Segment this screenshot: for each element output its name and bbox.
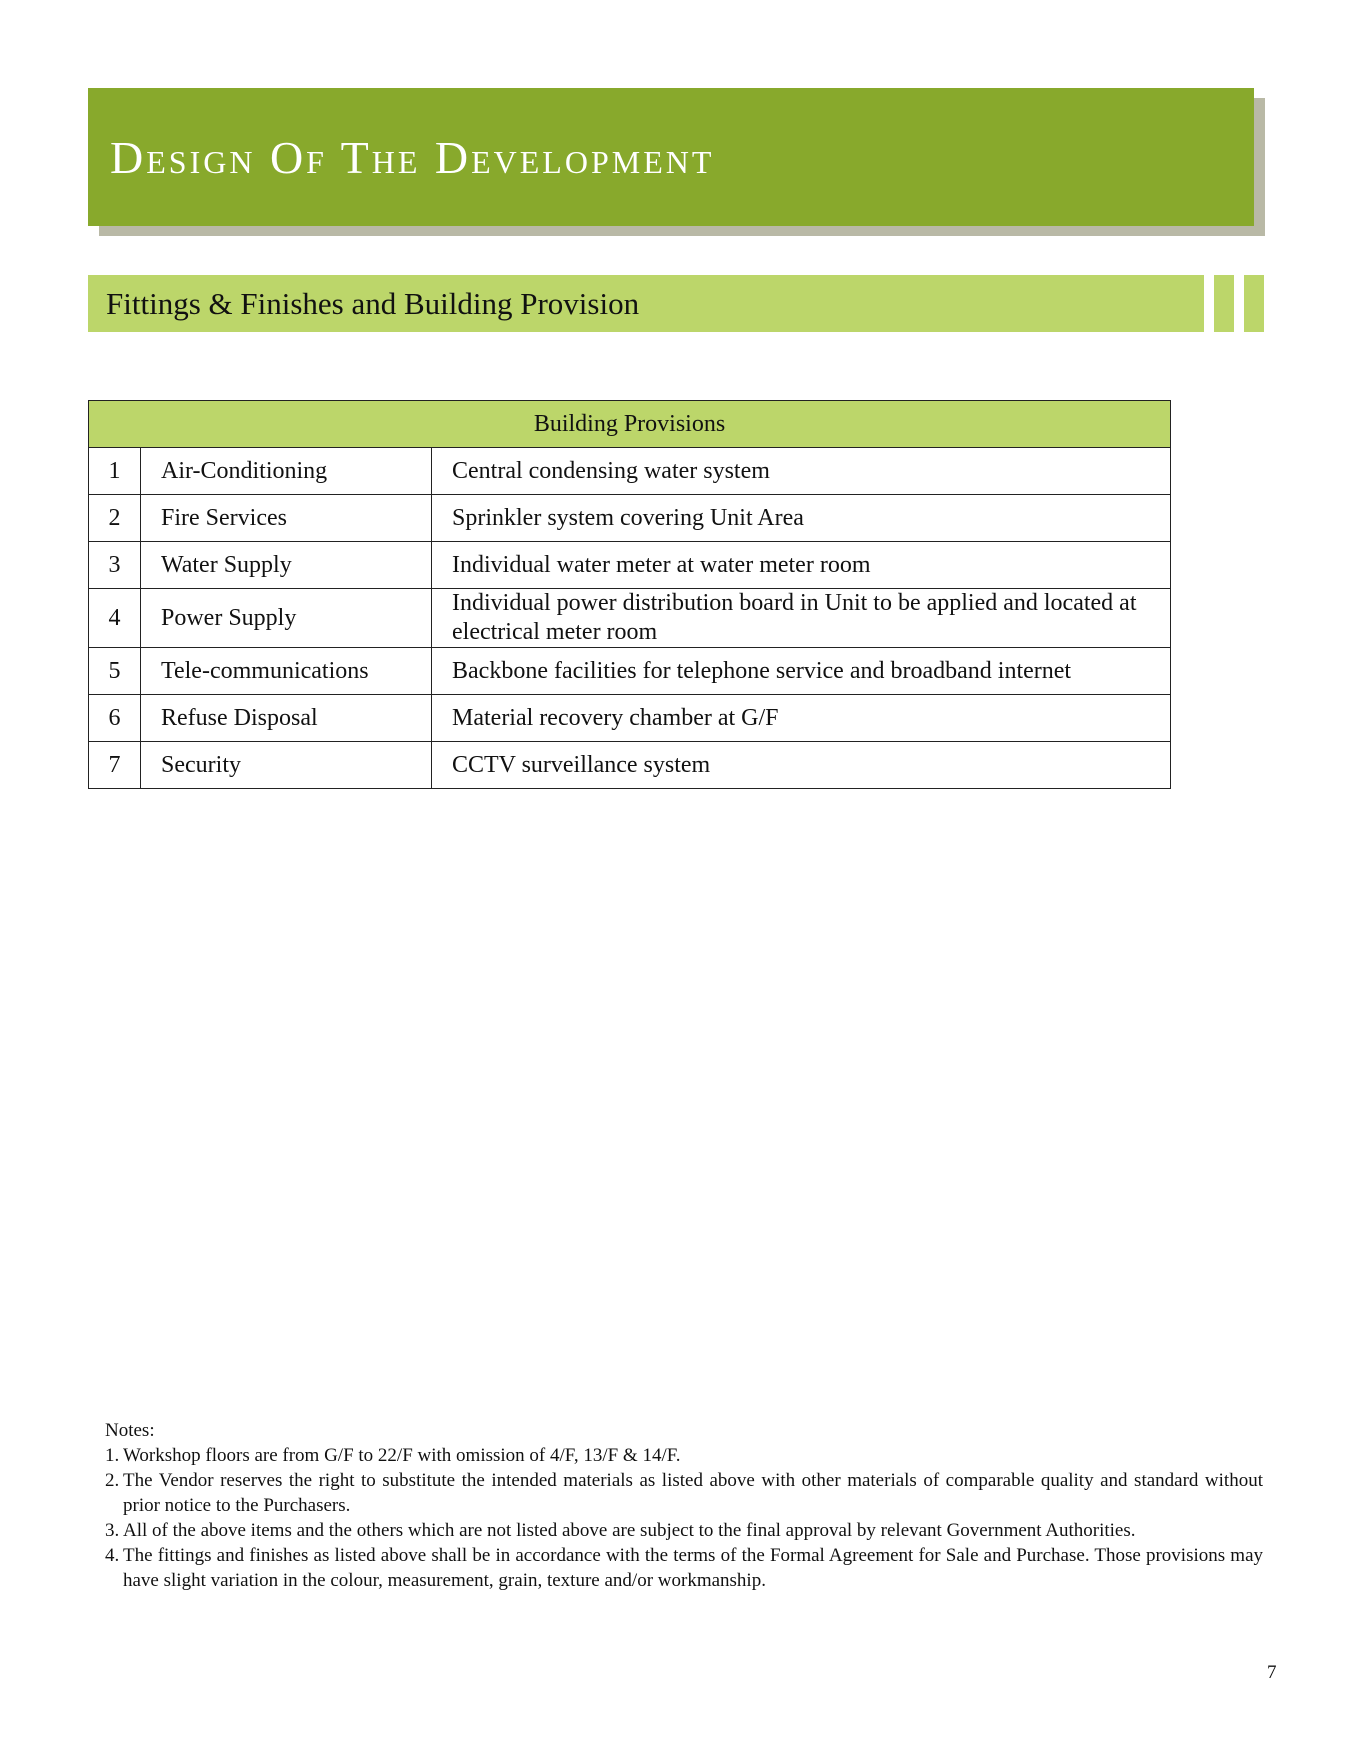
notes-section [105, 1418, 1263, 1593]
row-item: Refuse Disposal [141, 695, 432, 742]
row-description: Individual water meter at water meter room [432, 542, 1171, 589]
row-description: CCTV surveillance system [432, 742, 1171, 789]
note-item [105, 1443, 1263, 1468]
title-banner [88, 88, 1254, 226]
row-item: Air-Conditioning [141, 448, 432, 495]
row-number: 3 [89, 542, 141, 589]
note-item [105, 1543, 1263, 1593]
row-number: 6 [89, 695, 141, 742]
page-number: 7 [1267, 1662, 1277, 1683]
note-number: 2. [105, 1470, 120, 1491]
table-header-row [89, 401, 1171, 448]
row-number: 7 [89, 742, 141, 789]
table-row [89, 648, 1171, 695]
row-description: Material recovery chamber at G/F [432, 695, 1171, 742]
row-number: 5 [89, 648, 141, 695]
table-row [89, 448, 1171, 495]
section-bar [88, 275, 1204, 332]
section-bar-accent [1214, 275, 1234, 332]
section-title: Fittings & Finishes and Building Provision [106, 285, 640, 321]
page-title: Design Of The Development [110, 131, 715, 183]
building-provisions-table [88, 400, 1171, 789]
row-item: Power Supply [141, 589, 432, 648]
row-item: Security [141, 742, 432, 789]
note-text: The Vendor reserves the right to substitute the intended materials as listed above with other materials of comparable quality and standard without prior notice to the Purchasers. [123, 1470, 1263, 1516]
row-number: 4 [89, 589, 141, 648]
section-bar-accent [1244, 275, 1264, 332]
note-number: 4. [105, 1545, 120, 1566]
notes-heading: Notes: [105, 1420, 155, 1441]
row-number: 1 [89, 448, 141, 495]
row-description: Sprinkler system covering Unit Area [432, 495, 1171, 542]
row-description: Backbone facilities for telephone service and broadband internet [432, 648, 1171, 695]
note-text: The fittings and finishes as listed above shall be in accordance with the terms of the Formal Agreement for Sale and Purchase. Those provisions may have slight variation in the colour, measurement, grain, texture and/or workmanship. [123, 1545, 1263, 1591]
row-item: Water Supply [141, 542, 432, 589]
row-item: Tele-communications [141, 648, 432, 695]
row-item: Fire Services [141, 495, 432, 542]
table-row [89, 742, 1171, 789]
note-number: 1. [105, 1445, 120, 1466]
table-row [89, 495, 1171, 542]
note-item [105, 1468, 1263, 1518]
row-description: Central condensing water system [432, 448, 1171, 495]
row-description: Individual power distribution board in Unit to be applied and located at electrical meter room [432, 589, 1171, 648]
note-text: All of the above items and the others which are not listed above are subject to the final approval by relevant Government Authorities. [123, 1520, 1136, 1541]
note-text: Workshop floors are from G/F to 22/F with omission of 4/F, 13/F & 14/F. [123, 1445, 681, 1466]
table-row [89, 695, 1171, 742]
table-row [89, 542, 1171, 589]
row-number: 2 [89, 495, 141, 542]
note-number: 3. [105, 1520, 120, 1541]
table-heading: Building Provisions [89, 401, 1171, 448]
table-row [89, 589, 1171, 648]
note-item [105, 1518, 1263, 1543]
